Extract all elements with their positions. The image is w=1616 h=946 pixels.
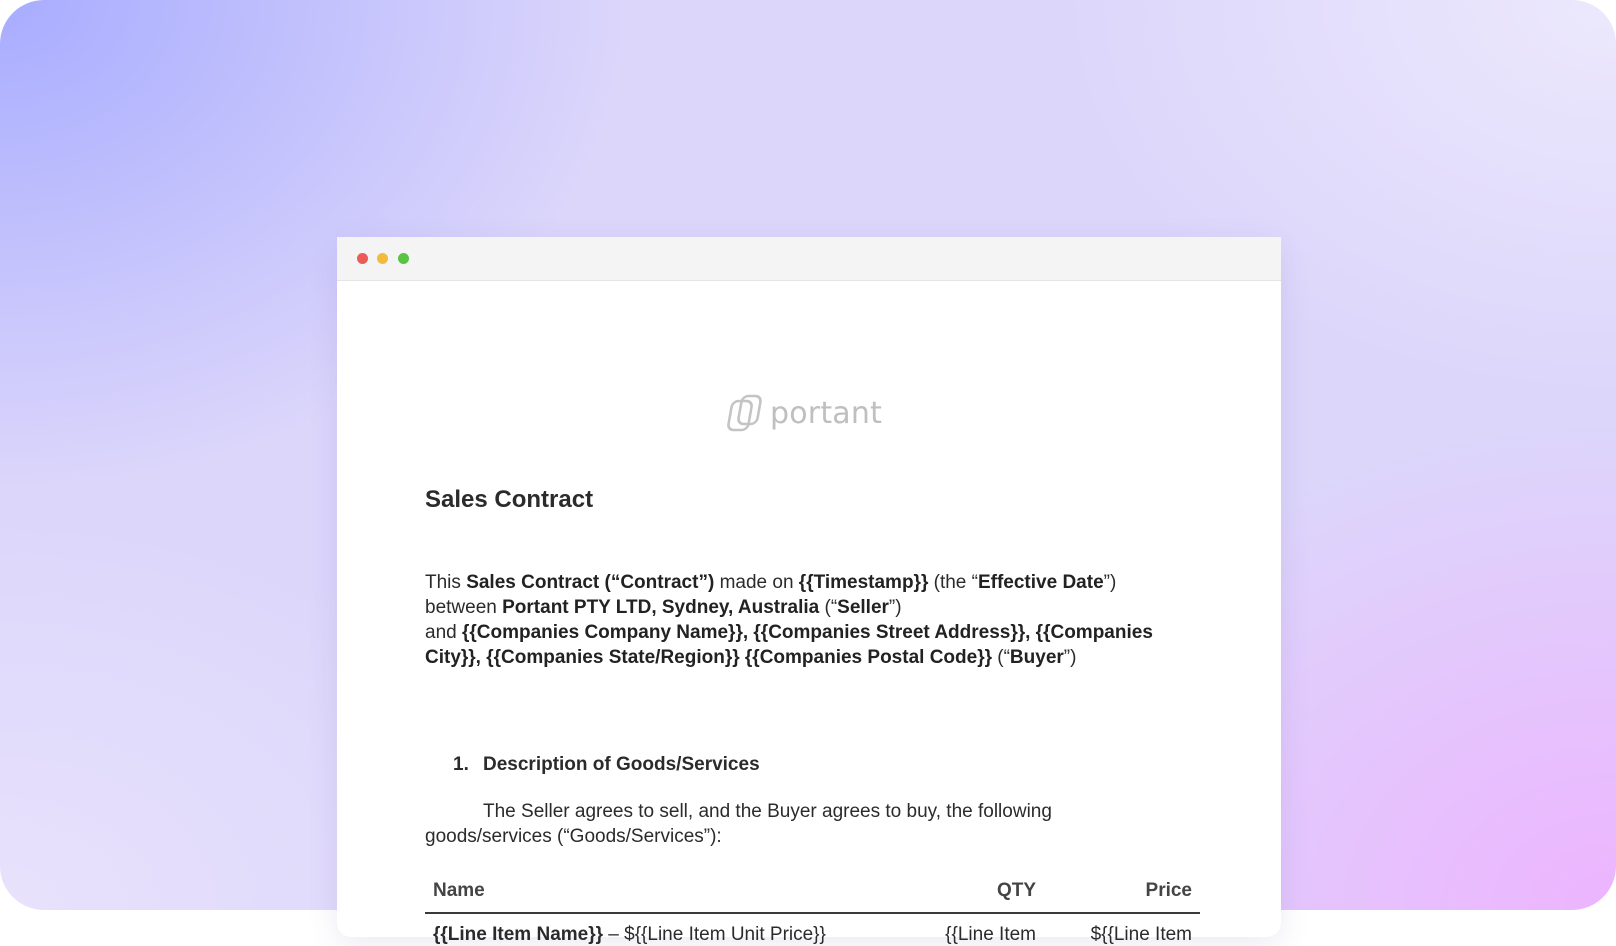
- line-item-qty-cell: {{Line Item: [945, 924, 1036, 945]
- portant-logo: [730, 391, 882, 435]
- column-header-qty: QTY: [868, 877, 1044, 913]
- close-window-button[interactable]: [357, 253, 368, 264]
- line-item-name-cell: {{Line Item Name}} – ${{Line Item Unit Price}}: [433, 924, 826, 945]
- seller-label: Seller: [837, 597, 889, 618]
- buyer-details-placeholder: {{Companies Company Name}}, {{Companies Street Address}}, {{Companies City}}, {{Companies State/Region}} {{Companies Postal Code}}: [425, 622, 1153, 668]
- section-title: Description of Goods/Services: [483, 754, 760, 775]
- buyer-label: Buyer: [1009, 647, 1064, 668]
- document-title: Sales Contract: [425, 486, 594, 513]
- document-window: [337, 237, 1281, 945]
- portant-logo-icon: [730, 393, 766, 433]
- section-heading-goods-services: [453, 754, 760, 776]
- seller-name: Portant PTY LTD, Sydney, Australia: [502, 597, 820, 618]
- logo-wordmark: portant: [770, 395, 883, 431]
- column-header-price: Price: [1044, 877, 1200, 913]
- table-header-row: [425, 877, 1200, 913]
- contract-name: Sales Contract (“Contract”): [466, 572, 715, 593]
- column-header-name: Name: [425, 877, 868, 913]
- section-body-text: The Seller agrees to sell, and the Buyer agrees to buy, the following goods/services (“Goods/Services”):: [425, 801, 1052, 847]
- line-item-price-cell: ${{Line Item: [1090, 924, 1192, 945]
- table-row: [425, 913, 1200, 946]
- minimize-window-button[interactable]: [377, 253, 388, 264]
- section-number: 1.: [453, 754, 469, 775]
- timestamp-placeholder: {{Timestamp}}: [798, 572, 929, 593]
- maximize-window-button[interactable]: [398, 253, 409, 264]
- line-items-table: [425, 877, 1200, 946]
- window-titlebar: [337, 237, 1281, 281]
- effective-date-label: Effective Date: [977, 572, 1104, 593]
- contract-intro-paragraph: This Sales Contract (“Contract”) made on {{Timestamp}} (the “Effective Date”) between Portant PTY LTD, Sydney, Australia (“Seller”) and {{Companies Company Name}}, {{Companies Street Address}}, {{Companies City}}, {{Companies State/Region}} {{Companies Postal Code}} (“Buyer”): [425, 572, 1153, 668]
